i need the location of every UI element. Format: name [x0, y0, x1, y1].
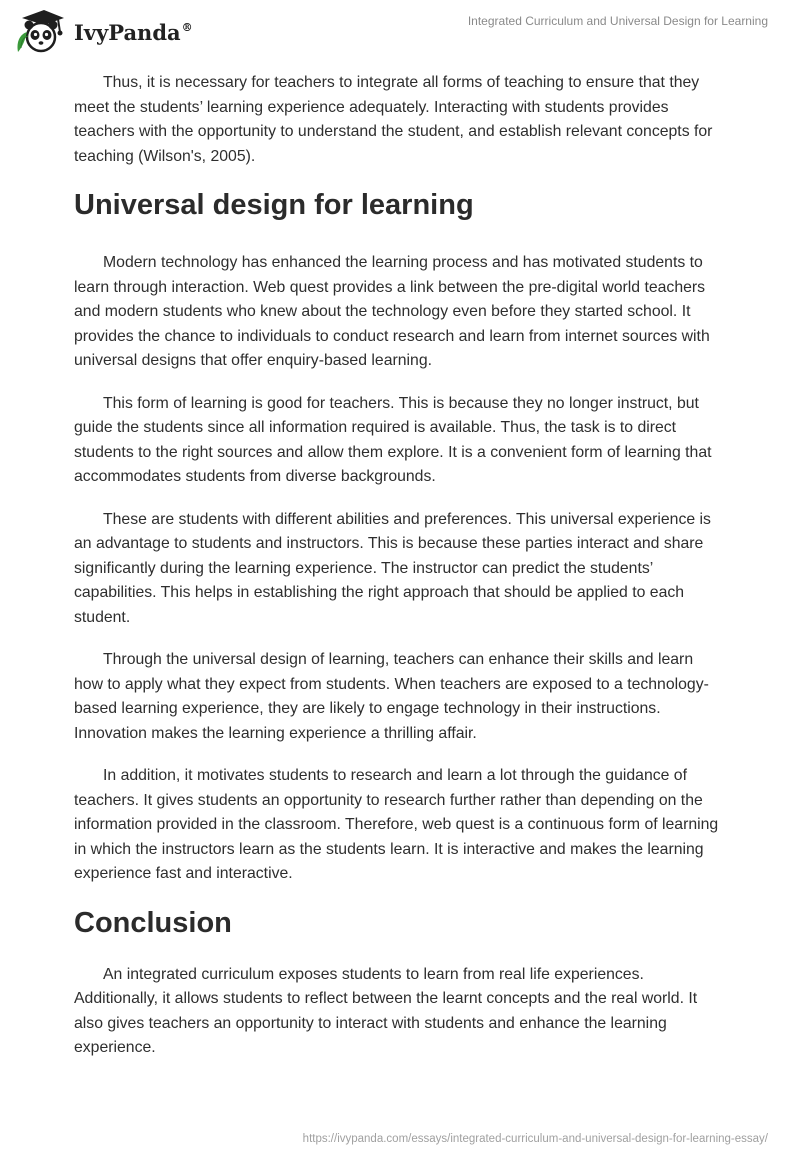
panda-logo-icon [14, 8, 66, 54]
paragraph: Through the universal design of learning, teachers can enhance their skills and learn how to apply what they expect from students. When teachers are exposed to a technology-based learning experience, they are likely to engage technology in their instructions. Innovation makes the learning experience a thrilling affair. [74, 651, 709, 742]
ivypanda-logo[interactable] [14, 8, 193, 54]
source-url-link[interactable]: https://ivypanda.com/essays/integrated-curriculum-and-universal-design-for-learning-essay/ [302, 1133, 768, 1145]
page-header [0, 0, 800, 62]
paragraph: This form of learning is good for teachers. This is because they no longer instruct, but guide the students since all information required is available. Thus, the task is to direct students to the right sources and allow them explore. It is a convenient form of learning that accommodates students from diverse backgrounds. [74, 394, 712, 485]
essay-body [74, 71, 726, 1079]
intro-paragraph: Thus, it is necessary for teachers to integrate all forms of teaching to ensure that they meet the students’ learning experience adequately. Interacting with students provides teachers with the opportunity to understand the student, and establish relevant concepts for teaching (Wilson's, 2005). [74, 74, 713, 165]
section-heading-conclusion: Conclusion [74, 906, 232, 939]
paragraph: Modern technology has enhanced the learning process and has motivated students to learn through interaction. Web quest provides a link between the pre-digital world teachers and modern students who knew about the technology even before they started school. It provides the chance to individuals to conduct research and learn from internet sources with universal designs that offer enquiry-based learning. [74, 254, 710, 369]
paragraph: These are students with different abilities and preferences. This universal experience is an advantage to students and instructors. This is because these parties interact and share significantly during the learning experience. The instructor can predict the students’ capabilities. This helps in establishing the right approach that should be applied to each student. [74, 510, 711, 626]
section-heading-universal-design: Universal design for learning [74, 189, 474, 221]
paragraph: An integrated curriculum exposes students to learn from real life experiences. Additionally, it allows students to reflect between the learnt concepts and the real world. It also gives teachers an opportunity to interact with students and enhance the learning experience. [74, 965, 698, 1056]
paragraph: In addition, it motivates students to research and learn a lot through the guidance of teachers. It gives students an opportunity to research further rather than depending on the information provided in the classroom. Therefore, web quest is a continuous form of learning in which the instructors learn as the students learn. It is interactive and makes the learning experience fast and interactive. [74, 767, 719, 882]
document-title: Integrated Curriculum and Universal Design for Learning [467, 14, 768, 28]
brand-name: IvyPanda® [74, 19, 193, 45]
